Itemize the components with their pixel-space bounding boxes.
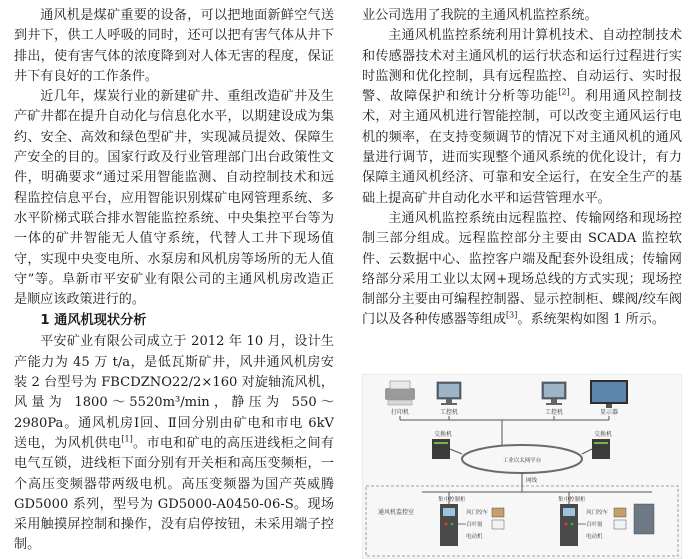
system-composition-paragraph (362, 209, 682, 331)
fan-device-label: 风门绞车 (586, 510, 609, 516)
fan-device-icon (492, 508, 504, 517)
function-text-1: 主通风机监控系统利用计算机技术、自动控制技术和传感器技术对主通风机的运行状态和运行过程进行实时监测和优化控制，具有远程监控、自动运行、实时报警、故障保护和统计分析等功能 (362, 28, 682, 105)
citation-ref: [1] (121, 434, 133, 444)
sensor-icon (492, 520, 504, 529)
cable-label: 网线 (526, 478, 538, 484)
continued-paragraph: 业公司选用了我院的主通风机监控系统。 (362, 8, 598, 23)
control-room-label: 通风机监控室 (378, 509, 415, 516)
status-text-1: 平安矿业有限公司成立于 2012 年 10 月，设计生产能力为 45 万 t/a，是低瓦斯矿井，风井通风机房安装 2 台型号为 FBCDZNO22/2×160 对旋轴流风机，风量为 1800～5520m³/min，静压为 550～2980Pa。通风机房Ⅰ回、Ⅱ回分别由矿电和市电 6kV 送电，为风机供电 (14, 334, 334, 451)
monitor-icon (590, 380, 628, 408)
system-architecture-figure (362, 374, 682, 559)
cabinet-label: 集中控制柜 (438, 497, 466, 503)
sensor-icon (614, 520, 626, 529)
composition-text-1: 主通风机监控系统由远程监控、传输网络和现场控制三部分组成。远程监控部分主要由 SCADA 监控软件、云数据中心、监控客户端及配套外设组成；传输网络部分采用工业以太网+现场总线的方式实现；现场控制部分主要由可编程控制器、显示控制柜、蝶阀/绞车阀门以及各种传感器等组成 (362, 210, 682, 328)
status-paragraph (14, 332, 334, 555)
fan-device-icon (614, 508, 626, 517)
function-text-2: 。利用通风控制技术，对主通风机进行智能控制，可以改变主通风运行电机的频率，在支持变频调节的情况下对主通风机的通风量进行调节，进而实现整个通风系统的优化设计，有力保障主通风机经济、可靠和安全运行，在安全生产的基础上提高矿井自动化水平和运营管理水平。 (362, 89, 683, 206)
sensor-label: 百叶窗 (466, 522, 483, 528)
system-function-paragraph (362, 26, 682, 209)
switch-label: 交换机 (434, 431, 453, 438)
background-paragraph: 近几年，煤炭行业的新建矿井、重组改造矿井及生产矿井都在提升自动化与信息化水平，以期建设成为集约、安全、高效和绿色型矿井，实现减员提效、保障生产安全的目的。国家行政及行业管理部门出台政策性文件，明确要求“通过采用智能监测、自动控制技术和远程监控信息平台，应用智能识别煤矿电网管理系统、多水平阶梯式联合排水智能监控系统、中央集控平台等为一体的矿井智能无人值守系统，代替人工井下现场值守，实现中央变电所、水泵房和风机房等场所的无人值守”等。阜新市平安矿业有限公司的主通风机房改造正是顺应该政策进行的。 (14, 89, 334, 308)
motor-label: 电动机 (586, 534, 603, 540)
motor-label: 电动机 (466, 534, 483, 540)
citation-ref: [3] (506, 311, 518, 321)
cabinet-label: 集中控制柜 (558, 497, 586, 503)
composition-text-2: 。系统架构如图 1 所示。 (517, 312, 665, 328)
left-column (14, 6, 334, 556)
printer-label: 打印机 (390, 409, 410, 416)
status-text-2: 。市电和矿电的高压进线柜之间有电气互锁，进线柜下面分别有开关柜和高压变频柜，一个高压变频器带两级电机。高压变频器为国产英威腾 GD5000 系列，型号为 GD5000-A0450-06-S。现场采用触摸屏控制和操作，没有启停按钮，未采用端子控制。 (14, 435, 335, 553)
citation-ref: [2] (558, 87, 570, 97)
ring-network-label: 工业以太网平台 (502, 458, 542, 464)
sensor-label: 百叶窗 (586, 522, 603, 528)
right-column (362, 6, 682, 331)
switch-label: 交换机 (594, 431, 613, 438)
monitor-label: 显示器 (599, 409, 619, 416)
intro-paragraph: 通风机是煤矿重要的设备，可以把地面新鲜空气送到井下，供工人呼吸的同时，还可以把有害气体从井下排出，使有害气体的浓度降到对人体无害的程度，保证井下有良好的工作条件。 (14, 8, 334, 84)
section-heading: 1 通风机现状分析 (40, 313, 147, 329)
fan-motor-icon (634, 504, 654, 534)
fan-device-label: 风门绞车 (466, 510, 489, 516)
workstation-label: 工控机 (439, 409, 459, 416)
workstation-label: 工控机 (544, 409, 564, 416)
